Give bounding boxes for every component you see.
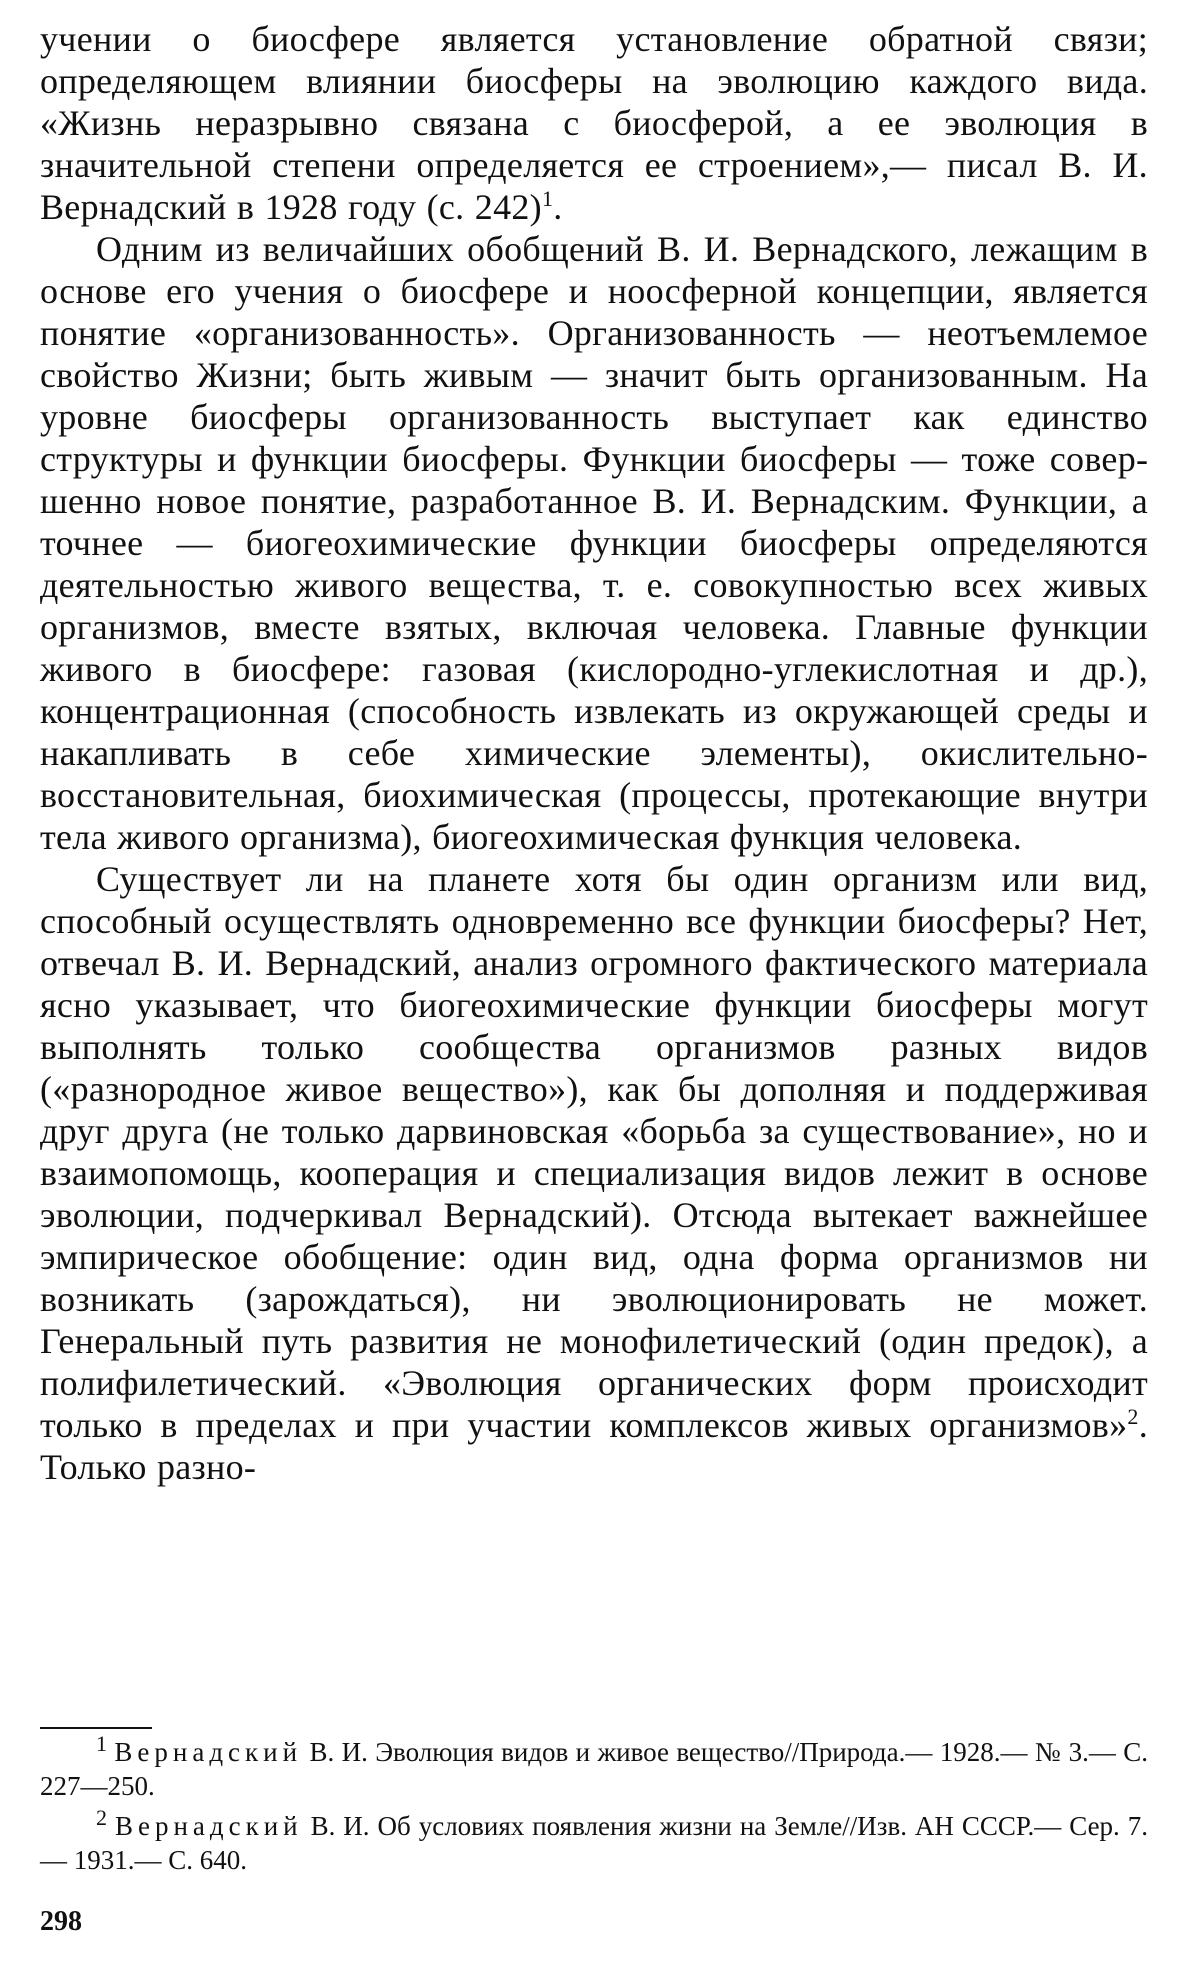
page-body [40, 18, 1148, 1488]
footnote-2-author: Вернадский [114, 1811, 303, 1841]
paragraph-2-text: Одним из величайших обобщений В. И. Вернадского, лежащим в основе его учения о биосфере и ноосферной концепции, является понятие «организованность». Организованность — неотъемлемое свойство Жизни; быть живым — значит быть организованным. На уровне биосферы организованность выступает как единство структуры и функции биосферы. Функции биосферы — тоже совершенно новое понятие, разработанное В. И. Вернадским. Функции, а точнее — биогеохимические функции биосферы определяются деятельностью живого вещества, т. е. совокупностью всех живых организмов, вместе взятых, включая человека. Главные функции живого в биосфере: газовая (кислородно-углекислотная и др.), концентрационная (способность извлекать из окружающей среды и накапливать в себе химические элементы), окислительно-восстановительная, биохимическая (процессы, протекающие внутри тела живого организма), биогеохимическая функция человека. [40, 229, 1148, 857]
footnote-1-text: В. И. Эволюция видов и живое вещество//Природа.— 1928.— № 3.— С. 227—250. [40, 1737, 1149, 1801]
paragraph-1-text: учении о биосфере является установление обратной связи; определяющем влиянии биосферы на эволюцию каждого вида. «Жизнь неразрывно связана с биосферой, а ее эволюция в значительной степени определяется ее строением»,— писал В. И. Вернадский в 1928 году (с. 242) [40, 19, 1148, 227]
paragraph-3-text: Существует ли на планете хотя бы один организм или вид, способный осуществлять одновременно все функции биосферы? Нет, отвечал В. И. Вернадский, анализ огромного фактического материала ясно указывает, что биогеохимические функции биосферы могут выполнять только сообщества организмов разных видов («разнородное живое вещество»), как бы дополняя и поддерживая друг друга (не только дарвиновская «борьба за существование», но и взаимопомощь, кооперация и специализация видов лежит в основе эволюции, подчеркивал Вернадский). Отсюда вытекает важнейшее эмпирическое обобщение: один вид, одна форма организмов ни возникать (зарождаться), ни эволюционировать не может. Генеральный путь развития не монофилетический (один предок), а полифилетический. «Эволюция органических форм происходит только в пределах и при участии комплексов живых организмов» [40, 859, 1148, 1445]
paragraph-3-end: . Только разно- [40, 1405, 1148, 1487]
page-number: 298 [40, 1906, 82, 1937]
footnotes [40, 1731, 1149, 1877]
footnote-2 [40, 1805, 1149, 1877]
footnote-ref-1: 1 [541, 186, 554, 211]
paragraph-3 [40, 858, 1148, 1488]
footnote-1-author: Вернадский [114, 1737, 303, 1767]
footnote-2-text: В. И. Об условиях появления жизни на Земле//Изв. АН СССР.— Сер. 7.— 1931.— С. 640. [40, 1811, 1149, 1875]
footnote-1-mark: 1 [96, 1731, 107, 1756]
footnote-separator [40, 1727, 152, 1729]
footnote-1 [40, 1731, 1149, 1803]
footnote-ref-2: 2 [1127, 1404, 1139, 1429]
paragraph-1 [40, 18, 1148, 228]
paragraph-1-end: . [553, 187, 563, 227]
footnote-2-mark: 2 [96, 1805, 107, 1830]
paragraph-2 [40, 228, 1148, 858]
